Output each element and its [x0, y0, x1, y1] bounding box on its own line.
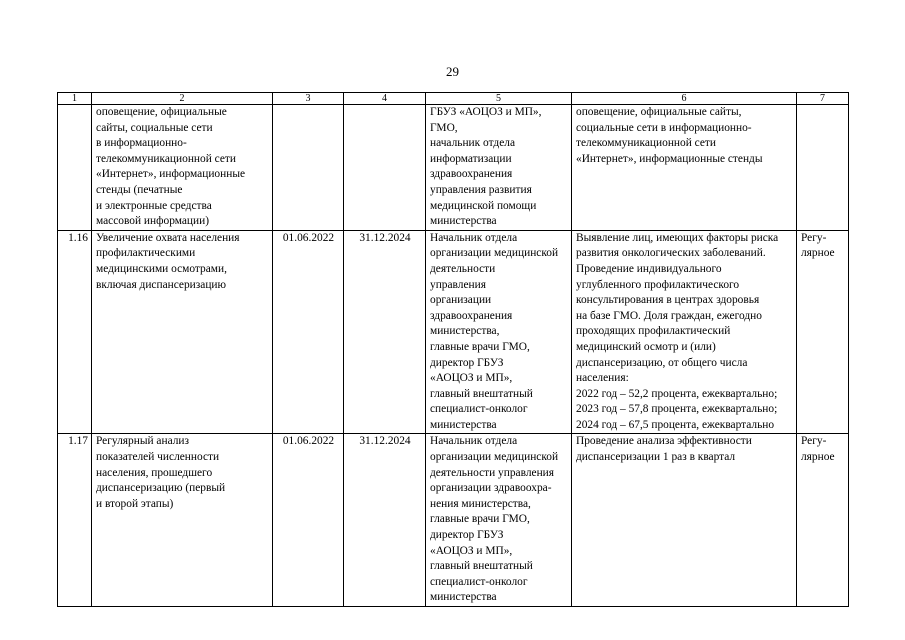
activity-cell [92, 105, 273, 231]
column-header: 4 [344, 93, 426, 105]
cell-line: «Интернет», информационные [96, 168, 246, 181]
cell-line: главный внештатный [430, 560, 533, 573]
cell-line: Выявление лиц, имеющих факторы риска [576, 231, 779, 244]
cell-line: развития онкологических заболеваний. [576, 247, 766, 260]
cell-line: специалист-онколог [430, 403, 528, 416]
cell-line: консультирования в центрах здоровья [576, 294, 760, 307]
cell-line: главный внештатный [430, 387, 533, 400]
cell-line: «Интернет», информационные стенды [576, 152, 763, 165]
cell-line: Начальник отдела [430, 435, 518, 448]
cell-line: сайты, социальные сети [96, 121, 213, 134]
cell-line: оповещение, официальные сайты, [576, 106, 742, 118]
cell-line: главные врачи ГМО, [430, 513, 530, 526]
cell-line: здравоохранения [430, 168, 513, 181]
plan-table [57, 92, 849, 607]
cell-line: населения, прошедшего [96, 466, 213, 479]
cell-line: проходящих профилактический [576, 325, 731, 338]
cell-line: населения: [576, 372, 629, 385]
cell-line: ГМО, [430, 121, 458, 134]
cell-line: министерства [430, 591, 497, 604]
cell-line: диспансеризацию, от общего числа [576, 356, 748, 369]
cell-line: 2022 год – 52,2 процента, ежеквартально; [576, 387, 778, 400]
cell-line: Увеличение охвата населения [96, 231, 240, 244]
table-header-row [58, 93, 849, 105]
responsible-cell [426, 434, 572, 607]
cell-line: специалист-онколог [430, 575, 528, 588]
cell-line: телекоммуникационной сети [576, 137, 716, 150]
item-number [58, 105, 92, 231]
table-row [58, 434, 849, 607]
cell-line: медицинской помощи [430, 199, 537, 212]
responsible-cell [426, 230, 572, 434]
cell-line: на базе ГМО. Доля граждан, ежегодно [576, 309, 762, 322]
cell-line: министерства [430, 418, 497, 431]
cell-line: организации здравоохра- [430, 482, 552, 495]
cell-line: Начальник отдела [430, 231, 518, 244]
cell-line: министерства, [430, 325, 500, 338]
cell-line: Проведение индивидуального [576, 262, 722, 275]
cell-line: управления [430, 278, 486, 291]
cell-line: профилактическими [96, 247, 196, 260]
column-header: 7 [797, 93, 849, 105]
cell-line: деятельности управления [430, 466, 554, 479]
cell-line: диспансеризацию (первый [96, 482, 226, 495]
cell-line: организации медицинской [430, 247, 559, 260]
frequency-cell [797, 105, 849, 231]
start-date [273, 105, 344, 231]
cell-line: социальные сети в информационно- [576, 121, 752, 134]
cell-line: стенды (печатные [96, 183, 183, 196]
cell-line: и второй этапы) [96, 497, 174, 510]
activity-cell [92, 230, 273, 434]
cell-line: «АОЦОЗ и МП», [430, 372, 513, 385]
cell-line: управления развития [430, 183, 532, 196]
result-cell [572, 105, 797, 231]
cell-line: и электронные средства [96, 199, 212, 212]
cell-line: лярное [801, 451, 835, 464]
cell-line: Проведение анализа эффективности [576, 435, 752, 448]
cell-line: организации медицинской [430, 451, 559, 464]
cell-line: информатизации [430, 152, 512, 165]
cell-line: включая диспансеризацию [96, 278, 227, 291]
cell-line: 2023 год – 57,8 процента, ежеквартально; [576, 403, 778, 416]
column-header: 2 [92, 93, 273, 105]
item-number: 1.16 [58, 230, 92, 434]
cell-line: телекоммуникационной сети [96, 152, 236, 165]
cell-line: деятельности [430, 262, 496, 275]
column-header: 6 [572, 93, 797, 105]
cell-line: в информационно- [96, 137, 187, 150]
end-date: 31.12.2024 [344, 434, 426, 607]
cell-line: Регу- [801, 435, 827, 448]
cell-line: углубленного профилактического [576, 278, 740, 291]
frequency-cell [797, 230, 849, 434]
page-number: 29 [446, 64, 459, 79]
cell-line: медицинский осмотр и (или) [576, 340, 716, 353]
cell-line: оповещение, официальные [96, 106, 227, 118]
activity-cell [92, 434, 273, 607]
end-date [344, 105, 426, 231]
cell-line: главные врачи ГМО, [430, 340, 530, 353]
column-header: 3 [273, 93, 344, 105]
table-row [58, 230, 849, 434]
cell-line: массовой информации) [96, 215, 209, 228]
column-header: 1 [58, 93, 92, 105]
result-cell [572, 230, 797, 434]
cell-line: «АОЦОЗ и МП», [430, 544, 513, 557]
cell-line: показателей численности [96, 451, 220, 464]
cell-line: министерства [430, 215, 497, 228]
cell-line: 2024 год – 67,5 процента, ежеквартально [576, 418, 775, 431]
cell-line: ГБУЗ «АОЦОЗ и МП», [430, 106, 542, 118]
start-date: 01.06.2022 [273, 434, 344, 607]
cell-line: Регулярный анализ [96, 435, 190, 448]
cell-line: диспансеризации 1 раз в квартал [576, 451, 736, 464]
end-date: 31.12.2024 [344, 230, 426, 434]
cell-line: Регу- [801, 231, 827, 244]
cell-line: директор ГБУЗ [430, 356, 504, 369]
cell-line: директор ГБУЗ [430, 529, 504, 542]
result-cell [572, 434, 797, 607]
cell-line: организации [430, 294, 492, 307]
cell-line: здравоохранения [430, 309, 513, 322]
column-header: 5 [426, 93, 572, 105]
cell-line: нения министерства, [430, 497, 531, 510]
start-date: 01.06.2022 [273, 230, 344, 434]
cell-line: начальник отдела [430, 137, 515, 150]
responsible-cell [426, 105, 572, 231]
cell-line: лярное [801, 247, 835, 260]
cell-line: медицинскими осмотрами, [96, 262, 227, 275]
frequency-cell [797, 434, 849, 607]
item-number: 1.17 [58, 434, 92, 607]
table-row [58, 105, 849, 231]
